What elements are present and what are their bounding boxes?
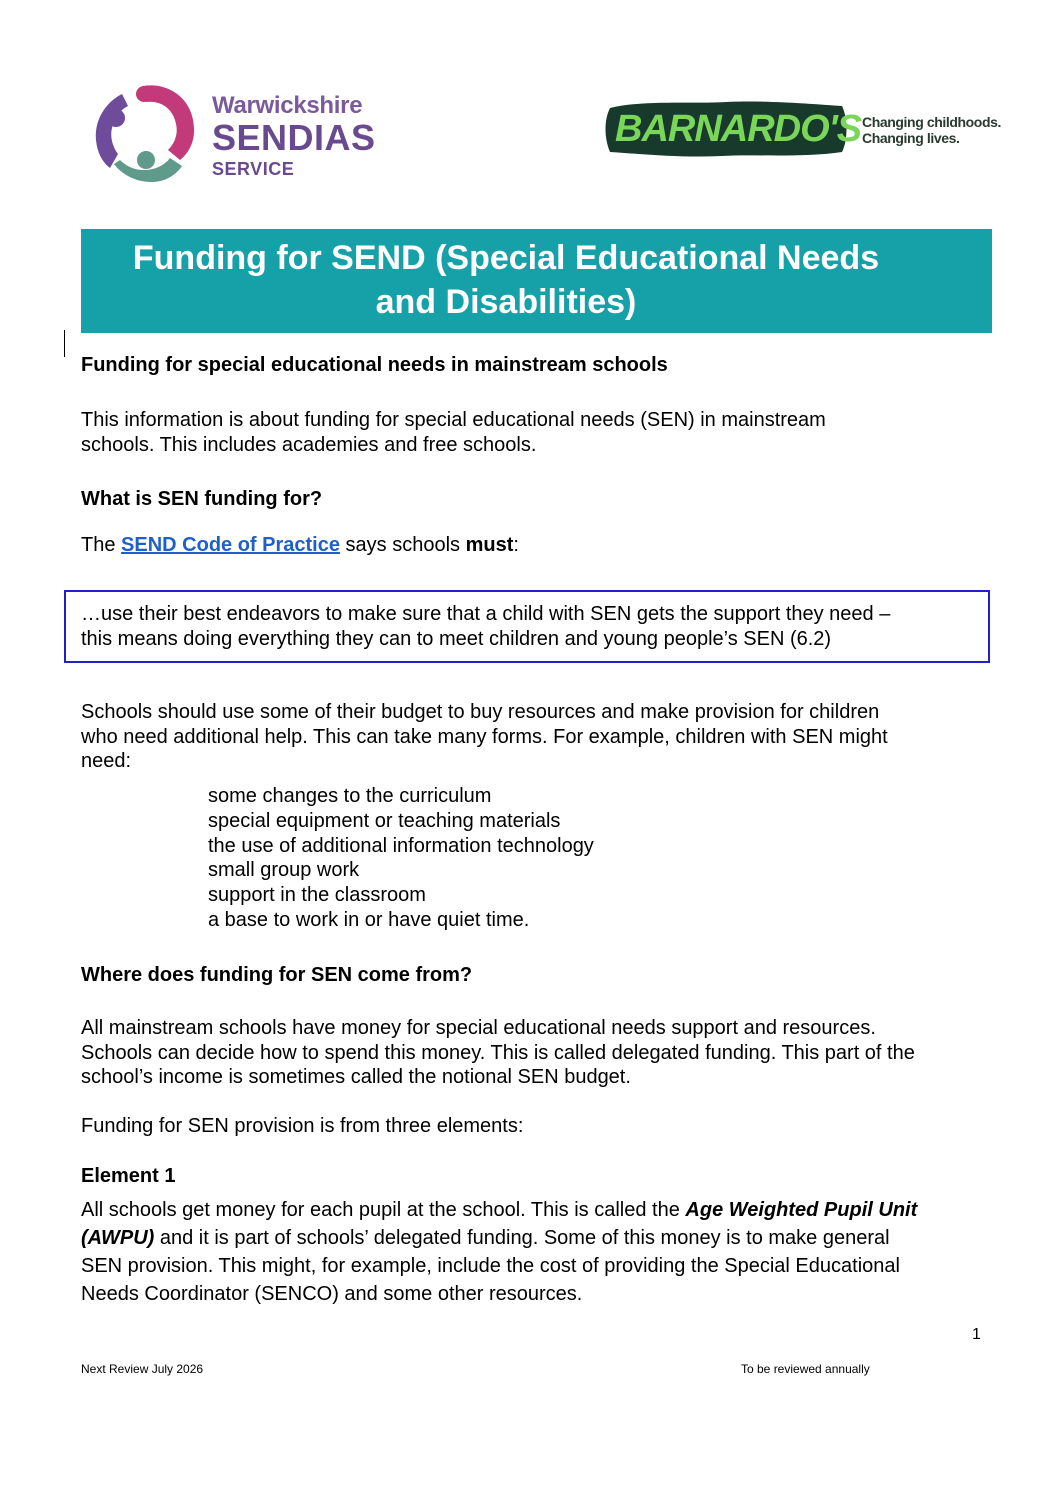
title-line-1: Funding for SEND (Special Educational Needs	[132, 239, 880, 277]
sendias-wordmark	[212, 92, 376, 182]
budget-line-3: need:	[81, 750, 132, 772]
list-item: special equipment or teaching materials	[208, 809, 561, 832]
heading-mainstream: Funding for special educational needs in mainstream schools	[81, 354, 668, 376]
list-item: the use of additional information technology	[208, 834, 594, 857]
intro-paragraph	[81, 408, 826, 457]
footer-next-review: Next Review July 2026	[81, 1362, 204, 1376]
tagline-line-1: Changing childhoods.	[862, 114, 1001, 130]
e1-line-3: SEN provision. This might, for example, include the cost of providing the Special Educational	[81, 1255, 900, 1277]
quote-text	[81, 602, 890, 651]
where-paragraph	[81, 1016, 915, 1090]
e1-line-1-pre: All schools get money for each pupil at the school. This is called the	[81, 1199, 686, 1221]
intro-line-1: This information is about funding for special educational needs (SEN) in mainstream	[81, 409, 826, 431]
where-line-2: Schools can decide how to spend this money. This is called delegated funding. This part of the	[81, 1041, 915, 1064]
code-end: :	[513, 534, 519, 556]
heading-where: Where does funding for SEN come from?	[81, 964, 473, 986]
where-line-1: All mainstream schools have money for special educational needs support and resources.	[81, 1017, 876, 1039]
code-must: must	[465, 534, 514, 556]
quote-line-2: this means doing everything they can to meet children and young people’s SEN (6.2)	[81, 627, 832, 650]
list-item: some changes to the curriculum	[208, 785, 492, 807]
send-code-of-practice-link[interactable]: SEND Code of Practice	[121, 534, 340, 556]
intro-line-2: schools. This includes academies and free schools.	[81, 433, 537, 456]
heading-what: What is SEN funding for?	[81, 488, 323, 510]
page-title	[81, 236, 931, 324]
barnardos-name: BARNARDO'S	[615, 108, 862, 150]
budget-line-2: who need additional help. This can take many forms. For example, children with SEN might	[81, 725, 888, 748]
element-1-heading: Element 1	[81, 1165, 176, 1187]
where-line-3: school’s income is sometimes called the notional SEN budget.	[81, 1066, 631, 1088]
text-cursor	[64, 330, 65, 357]
sendias-line-service: SERVICE	[212, 159, 295, 179]
page-number: 1	[972, 1326, 981, 1343]
title-line-2: and Disabilities)	[375, 283, 637, 321]
sendias-line-warwickshire: Warwickshire	[212, 92, 363, 119]
e1-awpu-abbr: (AWPU)	[81, 1227, 155, 1249]
footer-review-note: To be reviewed annually	[741, 1362, 870, 1376]
tagline-line-2: Changing lives.	[862, 130, 960, 146]
e1-line-2	[81, 1224, 917, 1252]
sendias-line-sendias: SENDIAS	[212, 117, 376, 158]
code-of-practice-sentence	[81, 533, 519, 558]
quote-line-1: …use their best endeavors to make sure that a child with SEN gets the support they need –	[81, 603, 891, 625]
list-item: small group work	[208, 859, 360, 882]
element-1-paragraph	[81, 1196, 917, 1308]
e1-line-1	[81, 1196, 917, 1224]
list-item: support in the classroom	[208, 884, 426, 907]
e1-line-4: Needs Coordinator (SENCO) and some other resources.	[81, 1283, 583, 1305]
sendias-logo-mark-icon	[88, 80, 208, 195]
three-elements-sentence: Funding for SEN provision is from three elements:	[81, 1115, 524, 1137]
barnardos-tagline	[862, 114, 1001, 146]
e1-awpu-term: Age Weighted Pupil Unit	[685, 1199, 918, 1221]
needs-list	[208, 784, 594, 933]
budget-line-1: Schools should use some of their budget to buy resources and make provision for children	[81, 701, 880, 723]
code-pre: The	[81, 534, 122, 556]
code-mid: says schools	[339, 534, 466, 556]
e1-line-2-post: and it is part of schools’ delegated funding. Some of this money is to make general	[154, 1227, 890, 1249]
budget-paragraph	[81, 700, 888, 774]
list-item: a base to work in or have quiet time.	[208, 908, 530, 931]
